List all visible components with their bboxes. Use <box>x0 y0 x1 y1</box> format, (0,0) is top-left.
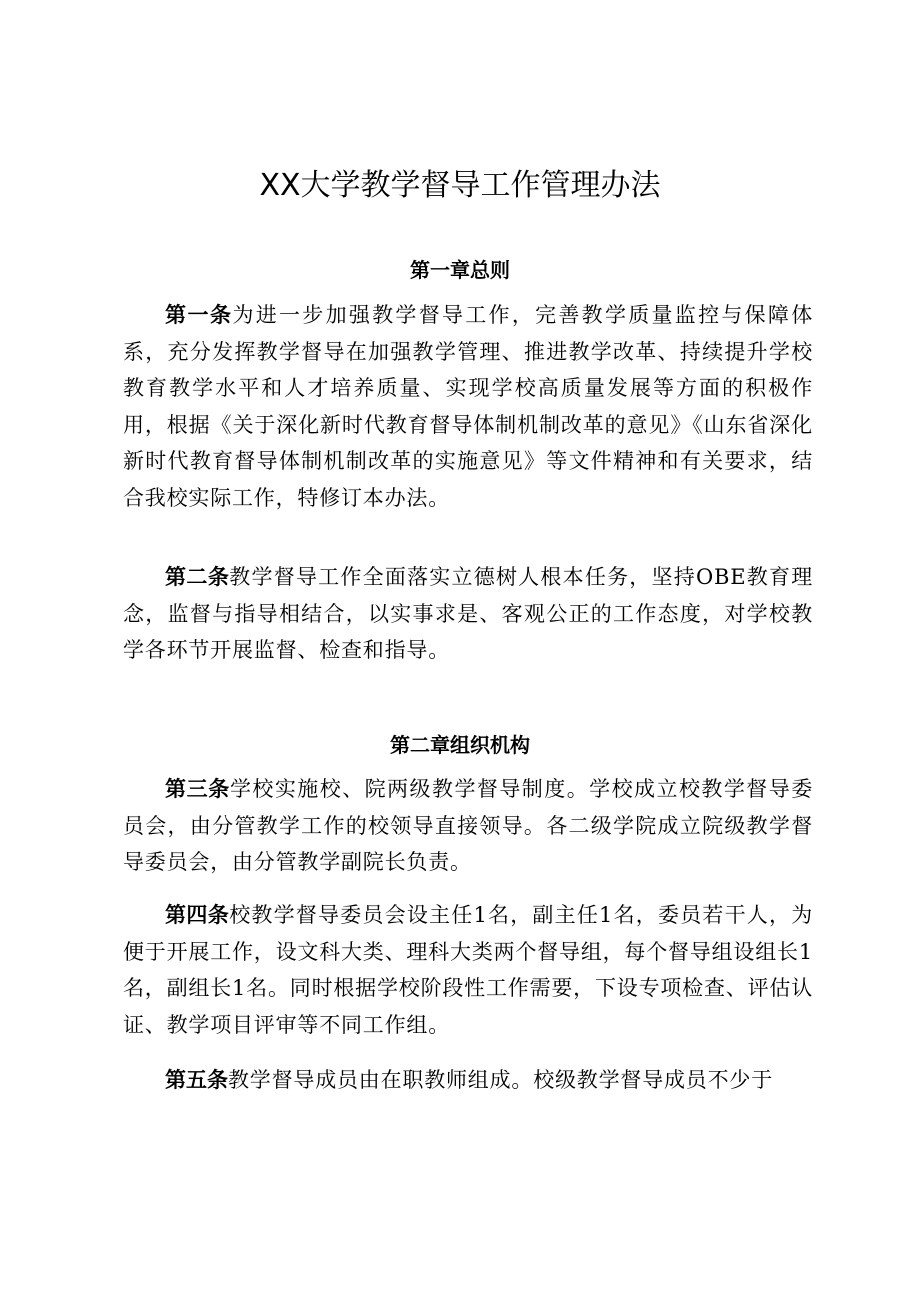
chapter-heading-2: 第二章组织机构 <box>390 733 530 757</box>
article-5 <box>123 1062 813 1099</box>
document-title: XX大学教学督导工作管理办法 <box>259 168 661 203</box>
article-text: 学校实施校、院两级教学督导制度。学校成立校教学督导委员会，由分管教学工作的校领导直接领导。各二级学院成立院级教学督导委员会，由分管教学副院长负责。 <box>123 777 813 875</box>
article-text: 校教学督导委员会设主任1名，副主任1名，委员若干人，为便于开展工作，设文科大类、理科大类两个督导组，每个督导组设组长1名，副组长1名。同时根据学校阶段性工作需要，下设专项检查、评估认证、教学项目评审等不同工作组。 <box>123 903 814 1037</box>
chapter-heading-1: 第一章总则 <box>410 258 510 282</box>
article-1 <box>123 297 813 517</box>
article-label: 第五条 <box>165 1068 228 1092</box>
article-text: 为进一步加强教学督导工作，完善教学质量监控与保障体系，充分发挥教学督导在加强教学管理、推进教学改革、持续提升学校教育教学水平和人才培养质量、实现学校高质量发展等方面的积极作用，根据《关于深化新时代教育督导体制机制改革的意见》《山东省深化新时代教育督导体制机制改革的实施意见》等文件精神和有关要求，结合我校实际工作，特修订本办法。 <box>123 303 814 510</box>
article-3 <box>123 771 813 881</box>
article-label: 第一条 <box>165 303 233 327</box>
article-text: 教学督导成员由在职教师组成。校级教学督导成员不少于 <box>228 1068 773 1092</box>
article-2 <box>123 559 813 669</box>
article-label: 第四条 <box>165 903 230 927</box>
article-label: 第二条 <box>165 565 230 589</box>
article-label: 第三条 <box>165 777 230 801</box>
article-text: 教学督导工作全面落实立德树人根本任务，坚持OBE教育理念，监督与指导相结合，以实事求是、客观公正的工作态度，对学校教学各环节开展监督、检查和指导。 <box>123 565 814 663</box>
article-4 <box>123 897 813 1043</box>
